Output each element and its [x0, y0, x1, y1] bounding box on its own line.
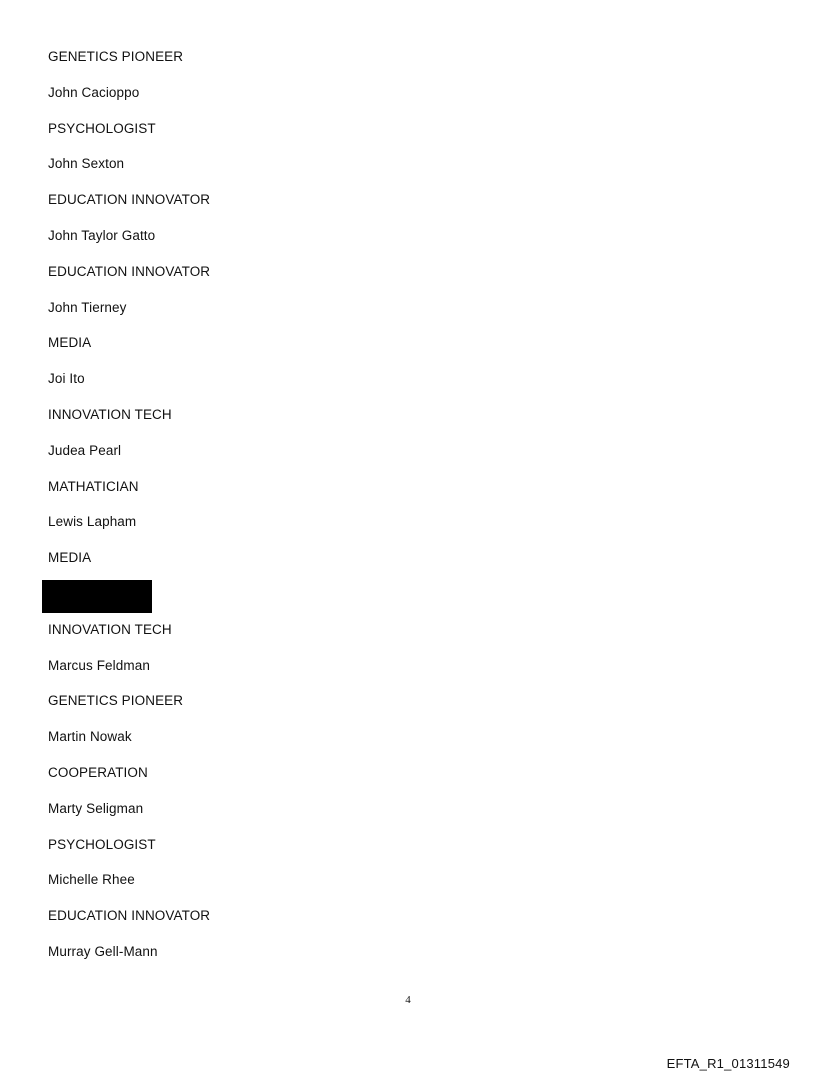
category-line: INNOVATION TECH — [48, 406, 172, 422]
category-line: EDUCATION INNOVATOR — [48, 263, 211, 279]
category-line: INNOVATION TECH — [48, 621, 172, 637]
person-name: John Taylor Gatto — [48, 227, 156, 243]
person-name: Marty Seligman — [48, 800, 144, 816]
person-name: John Cacioppo — [48, 84, 140, 100]
category-line: GENETICS PIONEER — [48, 693, 184, 709]
redaction-bar — [42, 580, 152, 613]
entry-list — [48, 48, 210, 979]
person-name: Martin Nowak — [48, 729, 132, 745]
category-line: PSYCHOLOGIST — [48, 120, 156, 136]
category-line: EDUCATION INNOVATOR — [48, 908, 211, 924]
person-name: Lewis Lapham — [48, 514, 137, 530]
page-number: 4 — [405, 994, 411, 1006]
category-line: MATHATICIAN — [48, 478, 139, 494]
redacted-name — [48, 585, 210, 621]
person-name: John Sexton — [48, 156, 125, 172]
person-name: Judea Pearl — [48, 442, 122, 458]
category-line: MEDIA — [48, 335, 92, 351]
category-line: GENETICS PIONEER — [48, 49, 184, 64]
person-name: Joi Ito — [48, 371, 85, 387]
category-line: EDUCATION INNOVATOR — [48, 192, 211, 208]
person-name: Michelle Rhee — [48, 872, 135, 888]
person-name: John Tierney — [48, 299, 127, 315]
category-line: COOPERATION — [48, 764, 148, 780]
category-line: PSYCHOLOGIST — [48, 836, 156, 852]
person-name: Murray Gell-Mann — [48, 943, 158, 959]
bates-number: EFTA_R1_01311549 — [666, 1056, 790, 1071]
person-name: Marcus Feldman — [48, 657, 150, 673]
category-line: MEDIA — [48, 550, 92, 566]
